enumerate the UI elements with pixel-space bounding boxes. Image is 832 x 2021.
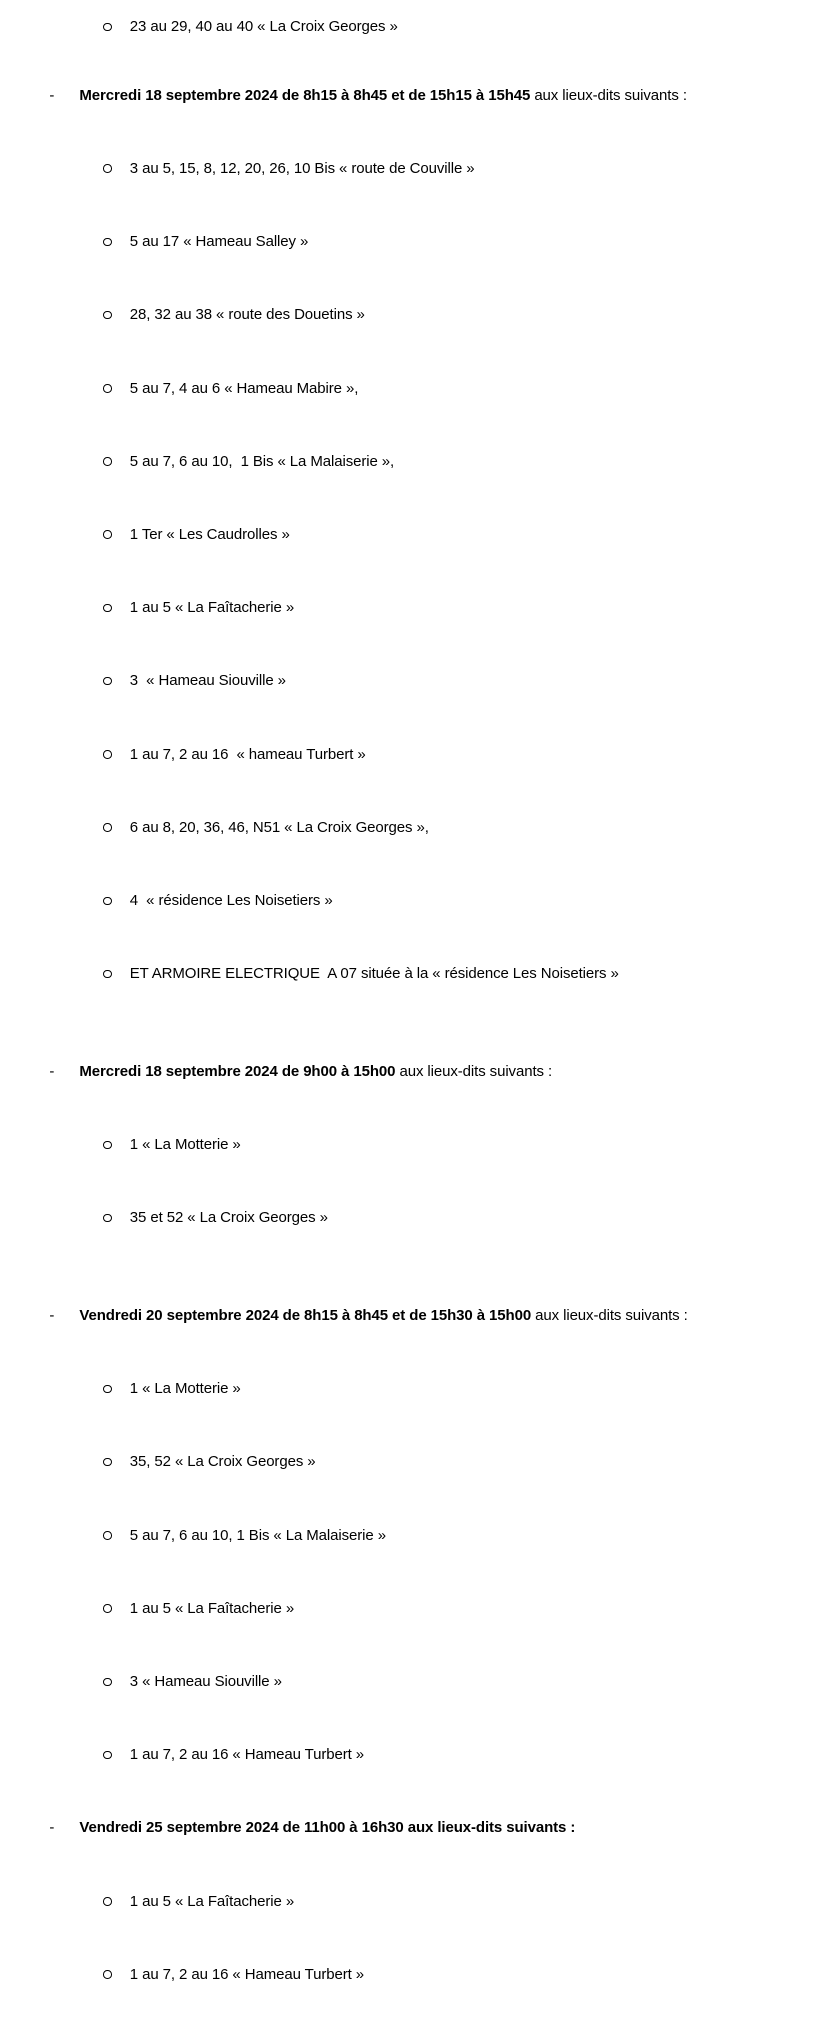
list-item xyxy=(0,791,832,864)
list-item xyxy=(0,718,832,791)
circle-bullet-icon xyxy=(103,238,112,247)
list-item xyxy=(0,425,832,498)
list-item xyxy=(0,1572,832,1645)
circle-bullet-icon xyxy=(103,457,112,466)
list-item xyxy=(0,132,832,205)
list-item xyxy=(0,645,832,718)
circle-bullet-icon xyxy=(103,823,112,832)
sections xyxy=(0,59,832,2011)
circle-bullet-icon xyxy=(103,750,112,759)
circle-bullet-icon xyxy=(103,384,112,393)
list-section xyxy=(0,59,832,1011)
heading-suffix: aux lieux-dits suivants : xyxy=(531,1306,688,1324)
section-heading xyxy=(0,1792,832,1865)
circle-bullet-icon xyxy=(103,970,112,979)
circle-bullet-icon xyxy=(103,1385,112,1394)
list-item xyxy=(0,1182,832,1255)
heading-suffix: aux lieux-dits suivants : xyxy=(530,86,687,104)
item-text: 1 Ter « Les Caudrolles » xyxy=(129,525,290,543)
circle-bullet-icon xyxy=(103,1214,112,1223)
circle-bullet-icon xyxy=(103,1458,112,1467)
dash-marker: - xyxy=(49,1819,55,1837)
heading-date: Mercredi 18 septembre 2024 de 9h00 à 15h00 xyxy=(79,1062,396,1080)
list-item xyxy=(0,1109,832,1182)
circle-bullet-icon xyxy=(103,1678,112,1687)
circle-bullet-icon xyxy=(103,1604,112,1613)
list-section xyxy=(0,1280,832,1793)
list-item xyxy=(0,279,832,352)
item-text: 3 au 5, 15, 8, 12, 20, 26, 10 Bis « route de Couville » xyxy=(129,159,475,177)
circle-bullet-icon xyxy=(103,23,112,32)
item-text: 1 au 5 « La Faîtacherie » xyxy=(129,1892,295,1910)
heading-suffix: aux lieux-dits suivants : xyxy=(395,1062,553,1080)
item-text: 5 au 7, 6 au 10, 1 Bis « La Malaiserie », xyxy=(129,452,395,470)
item-text: 3 « Hameau Siouville » xyxy=(129,1673,282,1690)
list-item xyxy=(0,206,832,279)
list-item xyxy=(0,572,832,645)
list-item xyxy=(0,938,832,1011)
item-text: 5 au 7, 6 au 10, 1 Bis « La Malaiserie » xyxy=(129,1526,386,1544)
item-text: 5 au 7, 4 au 6 « Hameau Mabire », xyxy=(129,379,359,397)
circle-bullet-icon xyxy=(103,604,112,613)
item-text: 1 au 5 « La Faîtacherie » xyxy=(129,1599,295,1617)
list-section xyxy=(0,1792,832,2012)
section-heading xyxy=(0,1280,832,1353)
item-text: 5 au 17 « Hameau Salley » xyxy=(129,233,309,251)
list-item xyxy=(0,1646,832,1719)
section-heading xyxy=(0,1035,832,1108)
circle-bullet-icon xyxy=(103,530,112,539)
circle-bullet-icon xyxy=(103,1531,112,1540)
item-text: ET ARMOIRE ELECTRIQUE A 07 située à la « résidence Les Noisetiers » xyxy=(129,965,619,983)
circle-bullet-icon xyxy=(103,1141,112,1150)
list-item xyxy=(0,1865,832,1938)
item-text: 6 au 8, 20, 36, 46, N51 « La Croix Georges », xyxy=(129,818,429,836)
item-text: 28, 32 au 38 « route des Douetins » xyxy=(129,306,365,324)
list-item xyxy=(0,1719,832,1792)
heading-date: Vendredi 20 septembre 2024 de 8h15 à 8h45 et de 15h30 à 15h00 xyxy=(79,1306,532,1324)
list-section xyxy=(0,1035,832,1255)
list-item xyxy=(0,1499,832,1572)
dash-marker: - xyxy=(49,86,55,104)
item-text: 23 au 29, 40 au 40 « La Croix Georges » xyxy=(129,18,398,36)
list-item xyxy=(0,1426,832,1499)
circle-bullet-icon xyxy=(103,164,112,173)
circle-bullet-icon xyxy=(103,1751,112,1760)
item-text: 35 et 52 « La Croix Georges » xyxy=(129,1209,328,1227)
item-text: 3 « Hameau Siouville » xyxy=(129,672,286,690)
item-text: 1 au 7, 2 au 16 « hameau Turbert » xyxy=(129,745,366,763)
heading-date: Mercredi 18 septembre 2024 de 8h15 à 8h45 et de 15h15 à 15h45 xyxy=(79,86,531,104)
item-text: 35, 52 « La Croix Georges » xyxy=(129,1453,316,1471)
list-item xyxy=(0,352,832,425)
heading-date: Vendredi 25 septembre 2024 de 11h00 à 16h30 aux lieux-dits suivants : xyxy=(79,1819,576,1837)
section-heading xyxy=(0,59,832,132)
item-text: 4 « résidence Les Noisetiers » xyxy=(129,892,333,910)
circle-bullet-icon xyxy=(103,1970,112,1979)
item-text: 1 au 5 « La Faîtacherie » xyxy=(129,599,295,617)
list-item xyxy=(0,1353,832,1426)
item-text: 1 au 7, 2 au 16 « Hameau Turbert » xyxy=(129,1746,365,1764)
circle-bullet-icon xyxy=(103,897,112,906)
item-text: 1 au 7, 2 au 16 « Hameau Turbert » xyxy=(129,1965,365,1983)
dash-marker: - xyxy=(49,1306,55,1324)
list-item xyxy=(0,1938,832,2011)
list-item xyxy=(0,499,832,572)
circle-bullet-icon xyxy=(103,677,112,686)
item-text: 1 « La Motterie » xyxy=(129,1136,241,1154)
circle-bullet-icon xyxy=(103,311,112,320)
dash-marker: - xyxy=(49,1062,55,1080)
item-text: 1 « La Motterie » xyxy=(129,1380,241,1398)
circle-bullet-icon xyxy=(103,1897,112,1906)
partial-list-item xyxy=(0,0,832,64)
list-item xyxy=(0,865,832,938)
